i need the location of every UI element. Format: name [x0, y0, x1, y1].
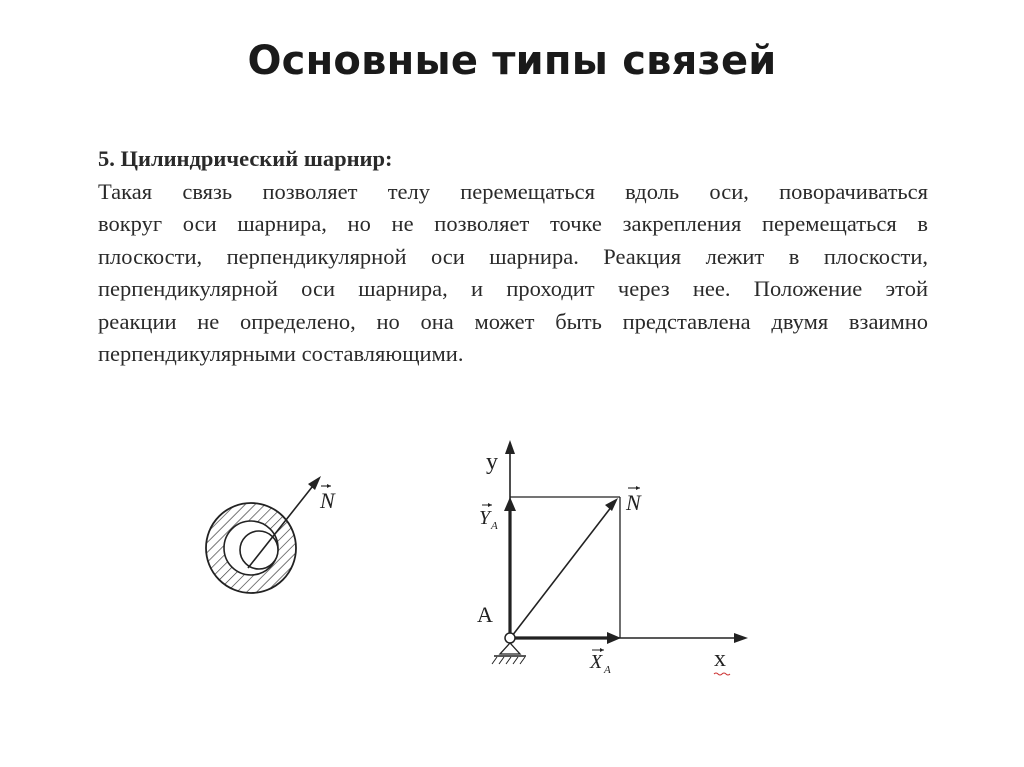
y-component-arrow: [504, 497, 516, 511]
section-heading: 5. Цилиндрический шарнир:: [98, 146, 393, 171]
text-line: перпендикулярной оси шарнира, и проходит через нее. Положение этой: [98, 276, 928, 301]
x-axis-label: x: [714, 646, 726, 672]
reaction-arrow: [605, 498, 618, 511]
x-axis-arrow: [734, 633, 748, 643]
text-line: вокруг оси шарнира, но не позволяет точке закрепления перемещаться в: [98, 211, 928, 236]
text-line: Такая связь позволяет телу перемещаться вдоль оси, поворачиваться: [98, 178, 928, 204]
x-component-label: X: [590, 651, 603, 673]
text-line: перпендикулярными составляющими.: [98, 341, 464, 366]
reaction-components-figure: [470, 438, 760, 688]
text-block: [98, 143, 928, 371]
y-axis-arrow: [505, 440, 515, 454]
force-label: N: [626, 490, 641, 515]
text-line: плоскости, перпендикулярной оси шарнира. Реакция лежит в плоскости,: [98, 243, 928, 269]
x-component-arrow: [607, 632, 621, 644]
hinge-cross-section-figure: [200, 470, 360, 600]
force-label: N: [320, 488, 335, 513]
y-component-subscript: A: [491, 520, 498, 532]
y-component-label: Y: [479, 507, 491, 529]
slide-title: Основные типы связей: [247, 38, 777, 84]
x-component-subscript: A: [604, 664, 611, 676]
hinge-support: [500, 643, 520, 654]
y-axis-label: y: [486, 449, 498, 475]
hinge-pin: [505, 633, 515, 643]
reaction-vector: [512, 506, 612, 636]
text-line: реакции не определено, но она может быть представлена двумя взаимно: [98, 308, 928, 334]
point-label: A: [477, 602, 493, 627]
